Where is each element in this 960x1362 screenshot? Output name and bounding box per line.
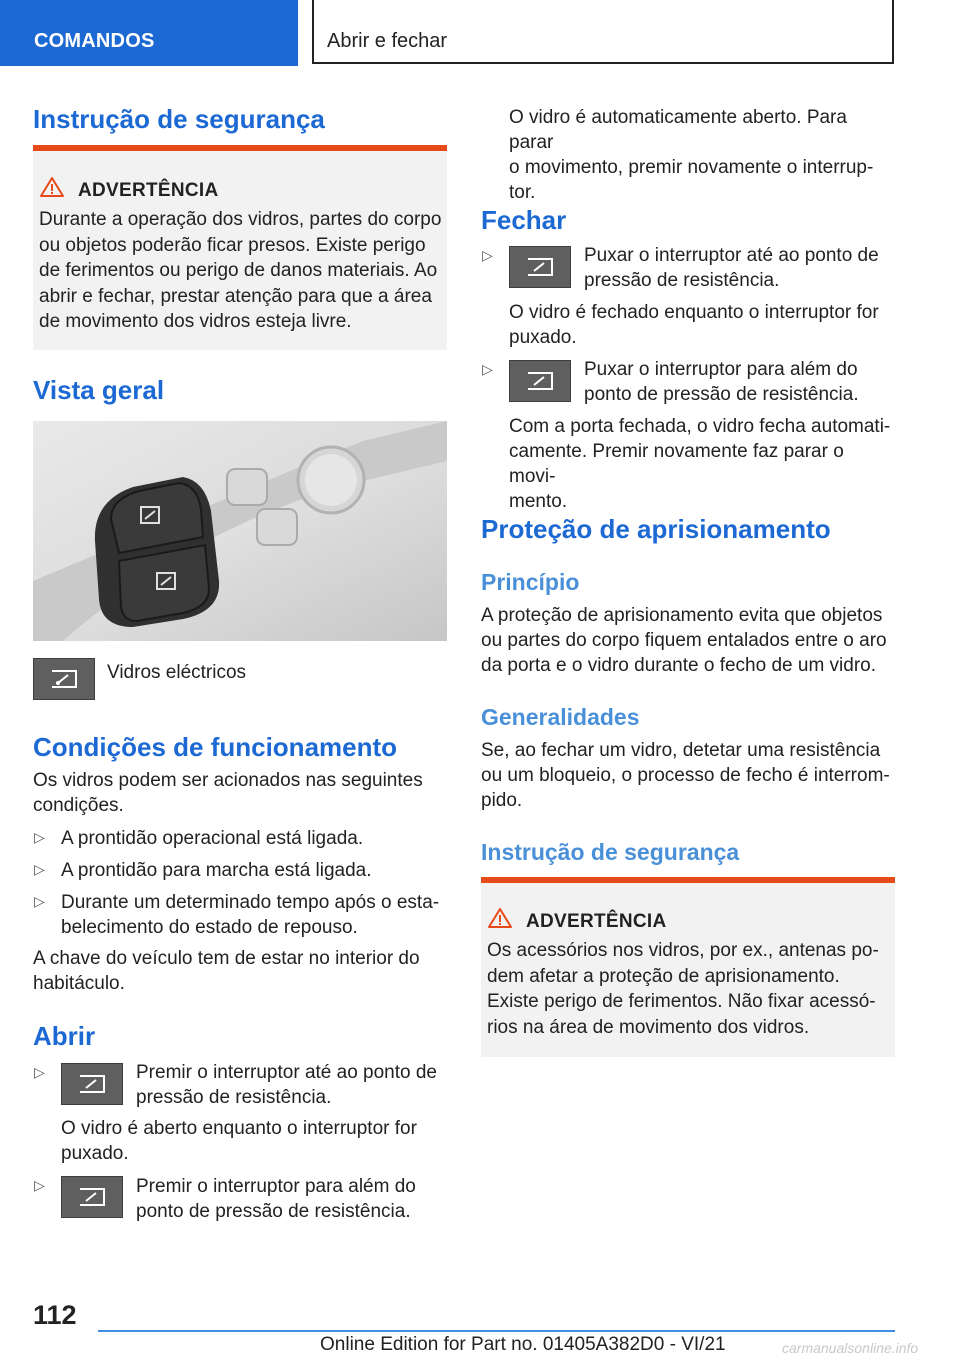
principle-text [481,603,895,678]
text-line: puxado. [61,1143,129,1164]
safety-heading: Instrução de segurança [33,104,325,134]
bullet-triangle-icon: ▷ [34,829,45,845]
bullet-triangle-icon: ▷ [482,247,493,263]
page-number: 112 [33,1300,77,1330]
close-item [584,357,895,407]
text-line: pressão de resistência. [136,1087,332,1108]
window-switch-icon [509,360,571,402]
condition-item: A prontidão operacional está ligada. [61,828,364,849]
section-title: COMANDOS [34,30,155,52]
bullet-triangle-icon: ▷ [34,1064,45,1080]
text-line: ou partes do corpo fiquem entalados entre o aro [481,630,887,651]
open-item [136,1174,447,1224]
warning-line: rios na área de movimento dos vidros. [487,1016,810,1038]
close-item-result [509,300,895,350]
warning-line: Durante a operação dos vidros, partes do corpo [39,209,442,230]
text-line: da porta e o vidro durante o fecho de um vidro. [481,655,877,676]
warning-line: Existe perigo de ferimentos. Não fixar acessó- [487,991,876,1012]
warning-title: ADVERTÊNCIA [526,911,667,932]
text-line: condições. [33,795,124,816]
close-item [584,243,895,293]
condition-item [61,890,439,940]
pinch-heading: Proteção de aprisionamento [481,514,831,544]
open-item [136,1060,447,1110]
text-line: A chave do veículo tem de estar no interior do [33,948,420,969]
conditions-heading: Condições de funcionamento [33,732,398,762]
text-line: ou um bloqueio, o processo de fecho é interrom- [481,765,890,786]
window-switch-photo [33,421,447,641]
warning-line: abrir e fechar, prestar atenção para que a área [39,285,432,307]
window-switch-icon [509,246,571,288]
warning-line: ou objetos poderão ficar presos. Existe perigo [39,234,426,256]
close-heading: Fechar [481,205,567,235]
close-item-result [509,414,895,514]
text-line: Premir o interruptor até ao ponto de [136,1062,438,1083]
window-switch-icon [61,1176,123,1218]
bullet-triangle-icon: ▷ [34,893,45,909]
window-switch-icon [33,658,95,700]
warning-box [481,877,895,1057]
general-text [481,738,895,813]
text-line: Os vidros podem ser acionados nas seguintes [33,770,423,791]
text-line: O vidro é automaticamente aberto. Para parar [509,107,847,153]
text-line: pido. [481,790,523,811]
open-heading: Abrir [33,1021,96,1051]
general-heading: Generalidades [481,704,640,730]
text-line: ponto de pressão de resistência. [136,1201,411,1222]
warning-triangle-icon [39,176,65,198]
text-line: pressão de resistência. [584,270,780,291]
text-line: habitáculo. [33,973,125,994]
text-line: ponto de pressão de resistência. [584,384,859,405]
overview-heading: Vista geral [33,375,165,405]
subsection-title: Abrir e fechar [327,30,448,52]
warning-box [33,145,447,350]
window-switch-icon [61,1063,123,1105]
warning-text [487,938,893,1040]
warning-line: de movimento dos vidros esteja livre. [39,311,352,332]
text-line: Puxar o interruptor até ao ponto de [584,245,879,266]
text-line: tor. [509,182,536,203]
conditions-intro [33,768,447,818]
open-item-result [61,1116,447,1166]
section-tab[interactable] [0,0,298,66]
watermark: carmanualsonline.info [782,1340,919,1356]
edition-note: Online Edition for Part no. 01405A382D0 - VI/21 [320,1334,726,1355]
text-line: Se, ao fechar um vidro, detetar uma resistência [481,740,881,761]
principle-heading: Princípio [481,569,580,595]
text-line: O vidro é fechado enquanto o interruptor for [509,302,879,323]
key-note [33,946,447,996]
condition-item: A prontidão para marcha está ligada. [61,860,372,881]
warning-line: de ferimentos ou perigo de danos materiais. Ao [39,260,438,281]
bullet-triangle-icon: ▷ [34,1177,45,1193]
open-continue [509,105,895,205]
text-line: camente. Premir novamente faz parar o movi- [509,441,844,487]
warning-triangle-icon [487,907,513,929]
warning-text [39,207,445,335]
text-line: belecimento do estado de repouso. [61,917,358,938]
bullet-triangle-icon: ▷ [34,861,45,877]
text-line: Com a porta fechada, o vidro fecha automati- [509,416,891,437]
text-line: A proteção de aprisionamento evita que objetos [481,605,883,626]
warning-line: dem afetar a proteção de aprisionamento. [487,965,840,987]
subsection-tab [312,0,894,64]
text-line: Premir o interruptor para além do [136,1176,416,1197]
warning-title: ADVERTÊNCIA [78,180,219,201]
text-line: Puxar o interruptor para além do [584,359,858,380]
safety2-heading: Instrução de segurança [481,839,740,865]
footer-divider [98,1330,895,1332]
text-line: O vidro é aberto enquanto o interruptor for [61,1118,417,1139]
warning-line: Os acessórios nos vidros, por ex., antenas po- [487,940,879,961]
text-line: Durante um determinado tempo após o esta- [61,892,440,913]
text-line: mento. [509,491,568,512]
bullet-triangle-icon: ▷ [482,361,493,377]
text-line: o movimento, premir novamente o interrup- [509,157,874,178]
text-line: puxado. [509,327,577,348]
overview-caption: Vidros eléctricos [107,662,247,683]
